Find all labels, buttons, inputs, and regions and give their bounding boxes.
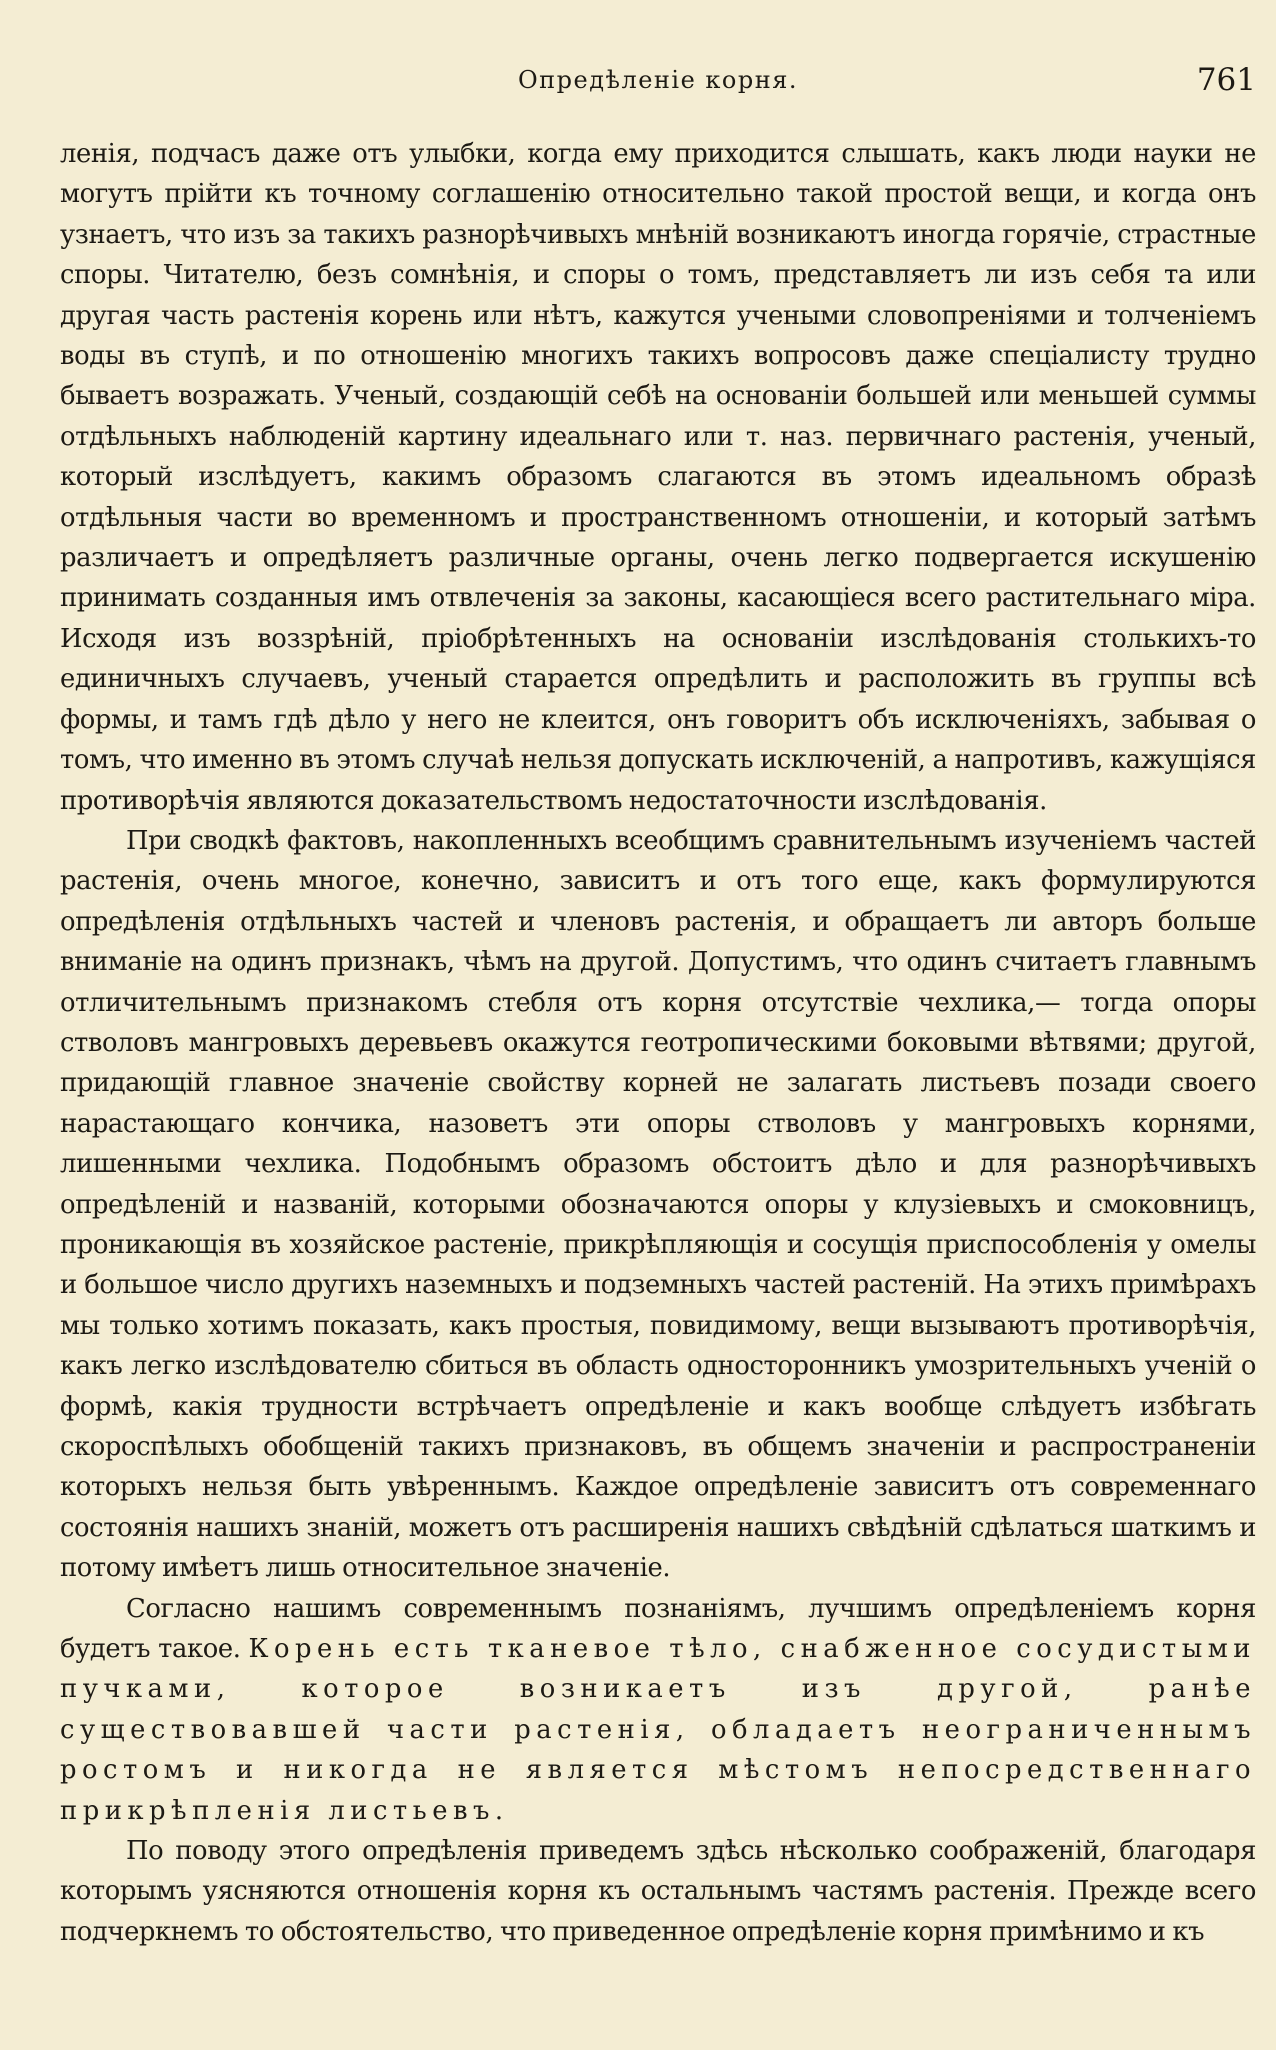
chapter-title: Опредѣленіе корня. xyxy=(517,66,799,94)
paragraph-4: По поводу этого опредѣленія приведемъ здѣсь нѣсколько соображеній, благодаря которымъ уясняются отношенія корня къ остальнымъ частямъ растенія. Прежде всего подчеркнемъ то обстоятельство, что приведенное опредѣленіе корня примѣнимо и къ xyxy=(60,1836,1256,1947)
page-number: 761 xyxy=(1196,62,1256,98)
body-text xyxy=(60,134,1256,1952)
paragraph-1: ленія, подчасъ даже отъ улыбки, когда ему приходится слышать, какъ люди науки не могутъ прійти къ точному соглашенію относительно такой простой вещи, и когда онъ узнаетъ, что изъ за такихъ разнорѣчивыхъ мнѣній возникаютъ иногда горячіе, страстные споры. Читателю, безъ сомнѣнія, и споры о томъ, представляетъ ли изъ себя та или другая часть растенія корень или нѣтъ, кажутся учеными словопреніями и толченіемъ воды въ ступѣ, и по отношенію многихъ такихъ вопросовъ даже спеціалисту трудно бываетъ возражать. Ученый, создающій себѣ на основаніи большей или меньшей суммы отдѣльныхъ наблюденій картину идеальнаго или т. наз. первичнаго растенія, ученый, который изслѣдуетъ, какимъ образомъ слагаются въ этомъ идеальномъ образѣ отдѣльныя части во временномъ и пространственномъ отношеніи, и который затѣмъ различаетъ и опредѣляетъ различные органы, очень легко подвергается искушенію принимать созданныя имъ отвлеченія за законы, касающіеся всего растительнаго міра. Исходя изъ воззрѣній, пріобрѣтенныхъ на основаніи изслѣдованія столькихъ-то единичныхъ случаевъ, ученый старается опредѣлить и расположить въ группы всѣ формы, и тамъ гдѣ дѣло у него не клеится, онъ говоритъ объ исключеніяхъ, забывая о томъ, что именно въ этомъ случаѣ нельзя допускать исключеній, а напротивъ, кажущіяся противорѣчія являются доказательствомъ недостаточности изслѣдованія. xyxy=(60,139,1256,816)
paragraph-2: При сводкѣ фактовъ, накопленныхъ всеобщимъ сравнительнымъ изученіемъ частей растенія, очень многое, конечно, зависитъ и отъ того еще, какъ формулируются опредѣленія отдѣльныхъ частей и членовъ растенія, и обращаетъ ли авторъ больше вниманіе на одинъ признакъ, чѣмъ на другой. Допустимъ, что одинъ считаетъ главнымъ отличительнымъ признакомъ стебля отъ корня отсутствіе чехлика,— тогда опоры стволовъ мангровыхъ деревьевъ окажутся геотропическими боковыми вѣтвями; другой, придающій главное значеніе свойству корней не залагать листьевъ позади своего нарастающаго кончика, назоветъ эти опоры стволовъ у мангровыхъ корнями, лишенными чехлика. Подобнымъ образомъ обстоитъ дѣло и для разнорѣчивыхъ опредѣленій и названій, которыми обозначаются опоры у клузіевыхъ и смоковницъ, проникающія въ хозяйское растеніе, прикрѣпляющія и сосущія приспособленія у омелы и большое число другихъ наземныхъ и подземныхъ частей растеній. На этихъ примѣрахъ мы только хотимъ показать, какъ простыя, повидимому, вещи вызываютъ противорѣчія, какъ легко изслѣдователю сбиться въ область односторонникъ умозрительныхъ ученій о формѣ, какія трудности встрѣчаетъ опредѣленіе и какъ вообще слѣдуетъ избѣгать скороспѣлыхъ обобщеній такихъ признаковъ, въ общемъ значеніи и распространеніи которыхъ нельзя быть увѣреннымъ. Каждое опредѣленіе зависитъ отъ современнаго состоянія нашихъ знаній, можетъ отъ расширенія нашихъ свѣдѣній сдѣлаться шаткимъ и потому имѣетъ лишь относительное значеніе. xyxy=(60,825,1256,1584)
definition-lead: Согласно нашимъ современнымъ познаніямъ, лучшимъ опредѣленіемъ корня будетъ такое. xyxy=(60,1593,1256,1665)
root-definition: Корень есть тканевое тѣло, снабженное сосудистыми пучками, которое возникаетъ изъ другой, ранѣе существовавшей части растенія, обладаетъ неограниченнымъ ростомъ и никогда не является мѣстомъ непосредственнаго прикрѣпленія листьевъ. xyxy=(60,1634,1256,1826)
paragraph-3 xyxy=(60,1589,1256,1831)
running-head xyxy=(60,60,1256,100)
